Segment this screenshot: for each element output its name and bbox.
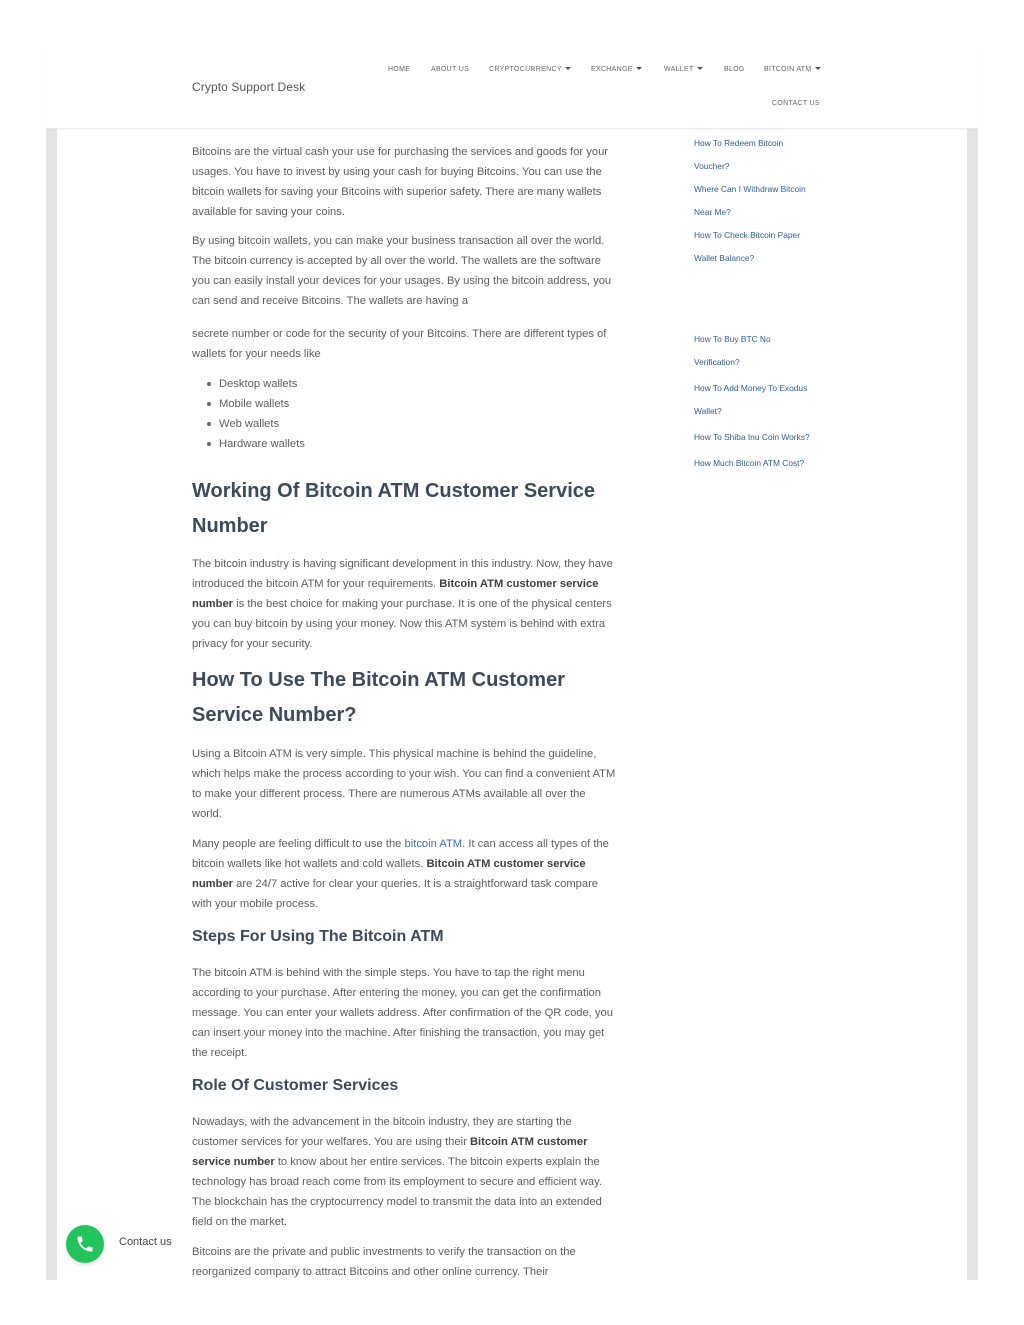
- section-heading: How To Use The Bitcoin ATM Customer Service Number?: [192, 669, 565, 726]
- paragraph-text: The bitcoin industry is having significant development in this industry. Now, they have introduced the bitcoin ATM for your requirements.: [192, 558, 613, 590]
- nav-blog[interactable]: BLOG: [724, 66, 745, 73]
- bitcoin-atm-link[interactable]: bitcoin ATM: [404, 838, 463, 850]
- keyword-bold: Bitcoin ATM customer service number: [192, 1136, 588, 1168]
- link-line: Wallet Balance?: [694, 253, 755, 263]
- wallet-types-list: [219, 374, 305, 454]
- caret-down-icon: [636, 67, 642, 70]
- article-paragraph: [192, 554, 616, 654]
- nav-exchange-label: EXCHANGE: [591, 66, 633, 73]
- paragraph-text: is the best choice for making your purchase. It is one of the physical centers you can buy bitcoin by using your money. Now this ATM system is behind with extra privacy for your security.: [192, 598, 612, 650]
- sidebar-recent-posts: [694, 132, 834, 270]
- section-subheading: Role Of Customer Services: [192, 1077, 399, 1094]
- sidebar-link-buy-btc[interactable]: [694, 328, 834, 374]
- nav-cryptocurrency[interactable]: [489, 66, 571, 73]
- keyword-bold: Bitcoin ATM customer service number: [192, 578, 599, 610]
- paragraph-text: Many people are feeling difficult to use the: [192, 838, 402, 850]
- caret-down-icon: [815, 67, 821, 70]
- nav-wallet-label: WALLET: [664, 66, 694, 73]
- list-item: Hardware wallets: [219, 434, 305, 454]
- sidebar-link-redeem-voucher[interactable]: [694, 132, 834, 178]
- caret-down-icon: [565, 67, 571, 70]
- paragraph-text: . It can access all types of the bitcoin wallets like hot wallets and cold wallets.: [192, 838, 609, 870]
- sidebar-more-posts: [694, 328, 834, 475]
- keyword-bold: Bitcoin ATM customer service number: [192, 858, 586, 890]
- sidebar-link-exodus-wallet[interactable]: [694, 377, 834, 423]
- article-paragraph: Bitcoins are the virtual cash your use for purchasing the services and goods for your usages. You have to invest by using your cash for buying Bitcoins. You can use the bitcoin wallets for saving your Bitcoins with superior safety. There are many wallets available for saving your coins.: [192, 146, 609, 218]
- link-line: Verification?: [694, 357, 740, 367]
- link-line: Wallet?: [694, 406, 722, 416]
- paragraph-text: Nowadays, with the advancement in the bitcoin industry, they are starting the customer services for your welfares. You are using their: [192, 1116, 572, 1148]
- nav-about-us[interactable]: ABOUT US: [431, 66, 470, 73]
- link-line: Voucher?: [694, 161, 730, 171]
- article-paragraph: [192, 834, 616, 914]
- article-paragraph: Bitcoins are the private and public investments to verify the transaction on the reorganized company to attract Bitcoins and other online currency. Their: [192, 1246, 576, 1278]
- link-line: How To Buy BTC No: [694, 334, 771, 344]
- navbar: [46, 46, 978, 129]
- paragraph-text: are 24/7 active for clear your queries. It is a straightforward task compare with your mobile process.: [192, 878, 599, 910]
- caret-down-icon: [697, 67, 703, 70]
- section-subheading: Steps For Using The Bitcoin ATM: [192, 928, 444, 945]
- nav-exchange[interactable]: [591, 66, 642, 73]
- article-paragraph: Using a Bitcoin ATM is very simple. This physical machine is behind the guideline, which helps make the process according to your wish. You can find a convenient ATM to make your different process. There are numerous ATMs available all over the world.: [192, 748, 616, 820]
- link-line: How Much Bitcoin ATM Cost?: [694, 458, 805, 468]
- section-heading: Working Of Bitcoin ATM Customer Service Number: [192, 480, 596, 537]
- nav-contact-us[interactable]: CONTACT US: [772, 100, 820, 107]
- contact-us-label[interactable]: Contact us: [111, 1234, 180, 1250]
- sidebar-link-shiba-inu[interactable]: [694, 426, 834, 449]
- article-paragraph: The bitcoin ATM is behind with the simple steps. You have to tap the right menu according to your purchase. After entering the money, you can get the confirmation message. You can enter your wallets address. After confirmation of the QR code, you can insert your money into the machine. After finishing the transaction, you may get the receipt.: [192, 967, 614, 1059]
- list-item: Web wallets: [219, 414, 305, 434]
- article-paragraph: By using bitcoin wallets, you can make your business transaction all over the world. The bitcoin currency is accepted by all over the world. The wallets are the software you can easily install your devices for your usages. By using the bitcoin address, you can send and receive Bitcoins. The wallets are having a: [192, 235, 612, 307]
- nav-cryptocurrency-label: CRYPTOCURRENCY: [489, 66, 562, 73]
- article-paragraph: secrete number or code for the security of your Bitcoins. There are different types of wallets for your needs like: [192, 328, 607, 360]
- link-line: Near Me?: [694, 207, 731, 217]
- phone-icon: [75, 1234, 95, 1254]
- link-line: How To Check Bitcoin Paper: [694, 230, 800, 240]
- link-line: How To Shiba Inu Coin Works?: [694, 432, 810, 442]
- paragraph-text: to know about her entire services. The bitcoin experts explain the technology has broad reach come from its employment to secure and efficient way. The blockchain has the cryptocurrency model to transmit the data into an extended field on the market.: [192, 1156, 603, 1228]
- nav-bitcoin-atm-label: BITCOIN ATM: [764, 66, 812, 73]
- sidebar-link-withdraw-bitcoin[interactable]: [694, 178, 834, 224]
- nav-wallet[interactable]: [664, 66, 703, 73]
- link-line: Where Can I Withdraw Bitcoin: [694, 184, 806, 194]
- contact-fab-button[interactable]: [66, 1225, 104, 1263]
- site-brand[interactable]: Crypto Support Desk: [192, 80, 306, 94]
- sidebar-link-atm-cost[interactable]: [694, 452, 834, 475]
- link-line: How To Add Money To Exodus: [694, 383, 808, 393]
- list-item: Mobile wallets: [219, 394, 305, 414]
- nav-home[interactable]: HOME: [388, 66, 411, 73]
- nav-bitcoin-atm[interactable]: [764, 66, 821, 73]
- article-paragraph: [192, 1112, 616, 1232]
- link-line: How To Redeem Bitcoin: [694, 138, 784, 148]
- list-item: Desktop wallets: [219, 374, 305, 394]
- sidebar-link-paper-wallet[interactable]: [694, 224, 834, 270]
